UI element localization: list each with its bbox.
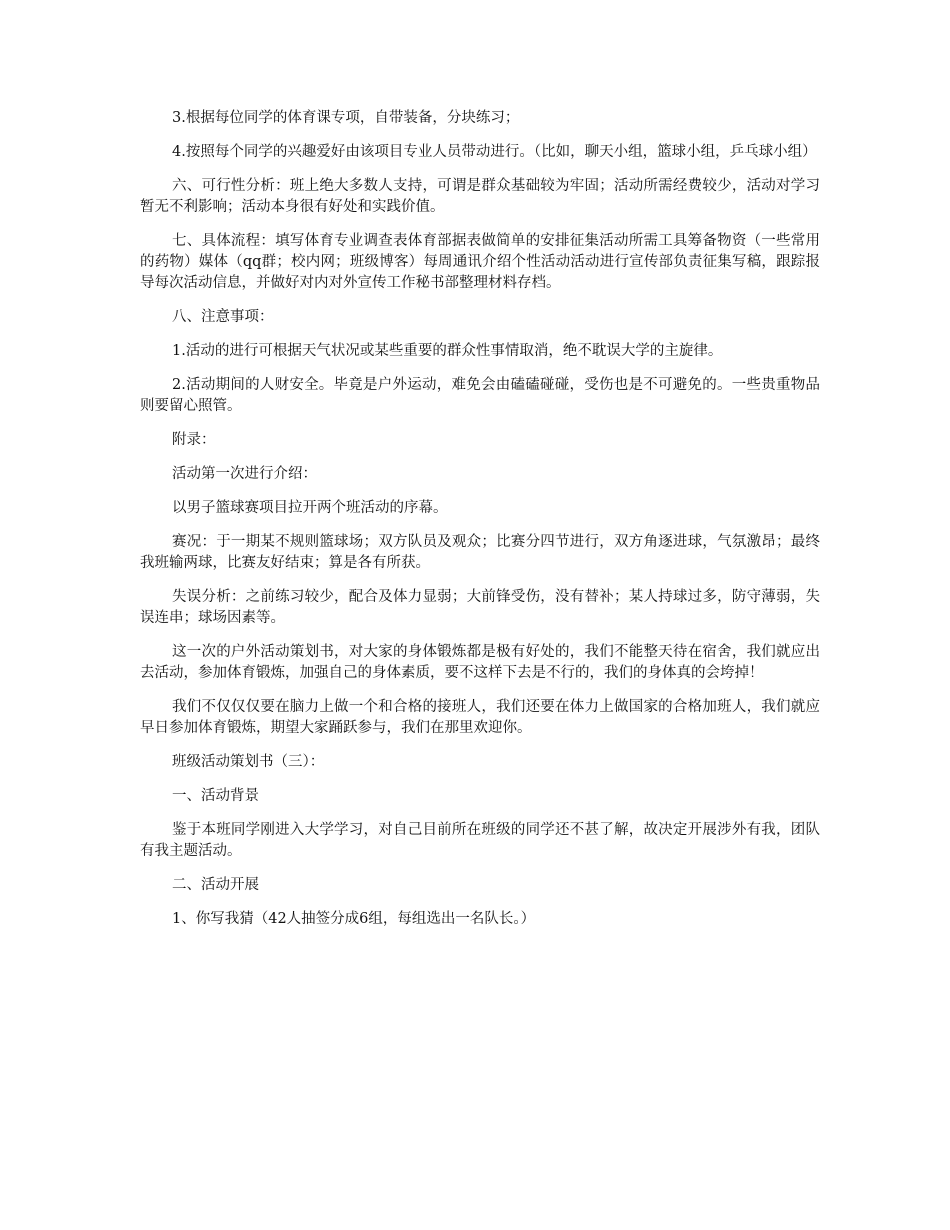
paragraph-2: 4.按照每个同学的兴趣爱好由该项目专业人员带动进行。（比如，聊天小组，篮球小组，乒乓球小组）: [172, 144, 817, 160]
paragraph-9: 活动第一次进行介绍：: [172, 466, 317, 482]
paragraph-7: 2.活动期间的人财安全。毕竟是户外运动，难免会由磕磕碰碰，受伤也是不可避免的。一些贵重物品则要留心照管。: [140, 377, 820, 414]
paragraph-14: 我们不仅仅仅要在脑力上做一个和合格的接班人，我们还要在体力上做国家的合格加班人，我们就应早日参加体育锻炼，期望大家踊跃参与，我们在那里欢迎你。: [140, 699, 820, 736]
paragraph-1: 3.根据每位同学的体育课专项，自带装备，分块练习；: [172, 110, 520, 126]
plan-title-three: 班级活动策划书（三）：: [172, 754, 325, 770]
paragraph-17: 鉴于本班同学刚进入大学学习，对自己目前所在班级的同学还不甚了解，故决定开展涉外有我，团队有我主题活动。: [140, 822, 820, 859]
section-heading-background: 一、活动背景: [172, 788, 259, 804]
section-heading-notes: 八、注意事项：: [172, 309, 274, 325]
appendix-heading: 附录：: [172, 432, 216, 448]
paragraph-11: 赛况：于一期某不规则篮球场；双方队员及观众；比赛分四节进行，双方角逐进球，气氛激昂；最终我班输两球，比赛友好结束；算是各有所获。: [140, 534, 820, 571]
paragraph-4: 七、具体流程：填写体育专业调查表体育部据表做简单的安排征集活动所需工具筹备物资（一些常用的药物）媒体（qq群；校内网；班级博客）每周通讯介绍个性活动活动进行宣传部负责征集写稿，跟踪报导每次活动信息，并做好对内对外宣传工作秘书部整理材料存档。: [140, 233, 820, 291]
paragraph-19: 1、你写我猜（42人抽签分成6组，每组选出一名队长。）: [172, 911, 536, 927]
paragraph-12: 失误分析：之前练习较少，配合及体力显弱；大前锋受伤，没有替补；某人持球过多，防守薄弱，失误连串；球场因素等。: [140, 589, 820, 626]
section-heading-activities: 二、活动开展: [172, 877, 259, 893]
paragraph-10: 以男子篮球赛项目拉开两个班活动的序幕。: [172, 500, 448, 516]
paragraph-13: 这一次的户外活动策划书，对大家的身体锻炼都是极有好处的，我们不能整天待在宿舍，我们就应出去活动，参加体育锻炼，加强自己的身体素质，要不这样下去是不行的，我们的身体真的会垮掉！: [140, 644, 820, 681]
paragraph-3: 六、可行性分析：班上绝大多数人支持，可谓是群众基础较为牢固；活动所需经费较少，活动对学习暂无不利影响；活动本身很有好处和实践价值。: [140, 178, 820, 215]
paragraph-6: 1.活动的进行可根据天气状况或某些重要的群众性事情取消，绝不耽误大学的主旋律。: [172, 343, 723, 359]
document-body: [140, 108, 820, 943]
